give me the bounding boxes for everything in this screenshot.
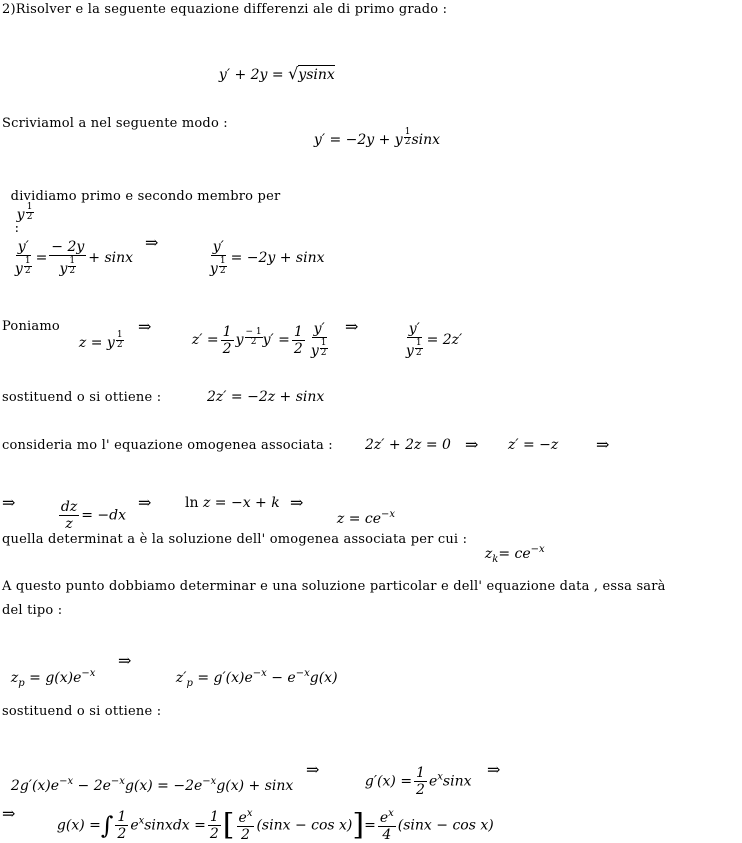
implies-icon: ⇒	[2, 493, 16, 512]
rewrite-tail: sinx	[411, 132, 441, 148]
separation-fraction: $\frac{dz}{z}$ = −dx	[60, 499, 127, 532]
particular-intro-line-1: A questo punto dobbiamo determinar e una soluzione particolar e dell' equazione data , essa sarà	[2, 579, 666, 594]
implies-icon: ⇒	[145, 233, 159, 252]
sostituendo-label-1: sostituend o si ottiene :	[2, 390, 162, 405]
main-equation	[210, 52, 335, 82]
divide-colon: :	[14, 221, 20, 236]
omogenea-equation: 2z′ + 2z = 0	[365, 437, 451, 453]
log-equation: ln z = −x + k	[185, 495, 280, 511]
particular-intro-line-2: del tipo :	[2, 603, 63, 618]
fraction-equation-1: y′ y $\frac{1}{2}$ = − 2y y $\frac{1}{2}$ + sinx	[14, 239, 134, 277]
poniamo-label: Poniamo	[2, 319, 60, 334]
rewrite-lhs: y′ = −2y + y	[313, 132, 403, 148]
substitution-z: z = y $\frac{1}{2}$	[78, 330, 123, 351]
rhs-2: = −2y + sinx	[230, 250, 325, 266]
implies-icon: ⇒	[2, 804, 16, 823]
fraction-yprime-over-y-2: y′ y $\frac{1}{2}$	[209, 239, 226, 277]
fraction-equation-2	[197, 226, 325, 276]
implies-icon: ⇒	[138, 317, 152, 336]
divide-exponent: $\frac{1}{2}$	[26, 202, 33, 222]
integral-icon: ∫	[100, 811, 114, 840]
implies-icon: ⇒	[345, 317, 359, 336]
implies-icon: ⇒	[596, 435, 610, 454]
gprime-equation: g′(x) = $\frac{1}{2}$ $e^x\sin x$	[364, 765, 472, 798]
sostituendo-label-2: sostituend o si ottiene :	[2, 704, 162, 719]
omogenea-zprime: z′ = −z	[508, 437, 559, 453]
omogenea-label: consideria mo l' equazione omogenea associata :	[2, 438, 333, 453]
sostituendo-equation-1: 2z′ = −2z + sinx	[207, 389, 325, 405]
homogeneous-solution: $z = ce^{-x}$	[336, 509, 396, 527]
implies-icon: ⇒	[465, 435, 479, 454]
divide-label: dividiamo primo e secondo membro per	[10, 189, 281, 204]
fraction-minus2y-over-y: − 2y y $\frac{1}{2}$	[51, 239, 85, 277]
quella-label: quella determinat a è la soluzione dell' omogenea associata per cui :	[2, 532, 468, 547]
zp-derivative: $z'_p = g'(x)e^{-x} - e^{-x}g(x)$	[175, 668, 338, 689]
zk-equation: $z_k= ce^{-x}$	[484, 544, 545, 565]
implies-icon: ⇒	[306, 760, 320, 779]
integral-equation: g(x) =∫ $\frac{1}{2}$ $e^xsinxdx$ = $\frac{1}{2}$ [ $\frac{e^x}{2}$ (sinx − cos x)]= $\frac{e^x}{4}$ (sinx − cos x)	[56, 807, 494, 843]
exponent-half: $\frac{1}{2}$	[404, 127, 411, 147]
derivative-zprime: z′ = $\frac{1}{2}$ y $\frac{- 1}{2}$ y′ = $\frac{1}{2}$ y′ y $\frac{1}{2}$	[191, 321, 327, 359]
main-equation-text: y′ + 2y = √ysinx	[218, 64, 335, 83]
rewrite-equation	[305, 114, 440, 147]
zp-equation: $z_p = g(x)e^{-x}$	[10, 668, 96, 689]
g-equation: $2g'(x)e^{-x} - 2e^{-x}g(x) = -2e^{-x}g(x) + \sin x$	[10, 776, 294, 794]
implies-icon: ⇒	[118, 651, 132, 670]
problem-title: 2)Risolver e la seguente equazione differenzi ale di primo grado :	[2, 2, 448, 17]
poniamo-result: y′ y $\frac{1}{2}$ = 2z′	[405, 321, 463, 359]
fraction-yprime-over-y: y′ y $\frac{1}{2}$	[14, 239, 31, 277]
implies-icon: ⇒	[487, 760, 501, 779]
implies-icon: ⇒	[138, 493, 152, 512]
plus-sinx: + sinx	[88, 250, 134, 266]
rewrite-label: Scriviamol a nel seguente modo :	[2, 116, 228, 131]
implies-icon: ⇒	[290, 493, 304, 512]
divide-base: y	[16, 207, 25, 223]
